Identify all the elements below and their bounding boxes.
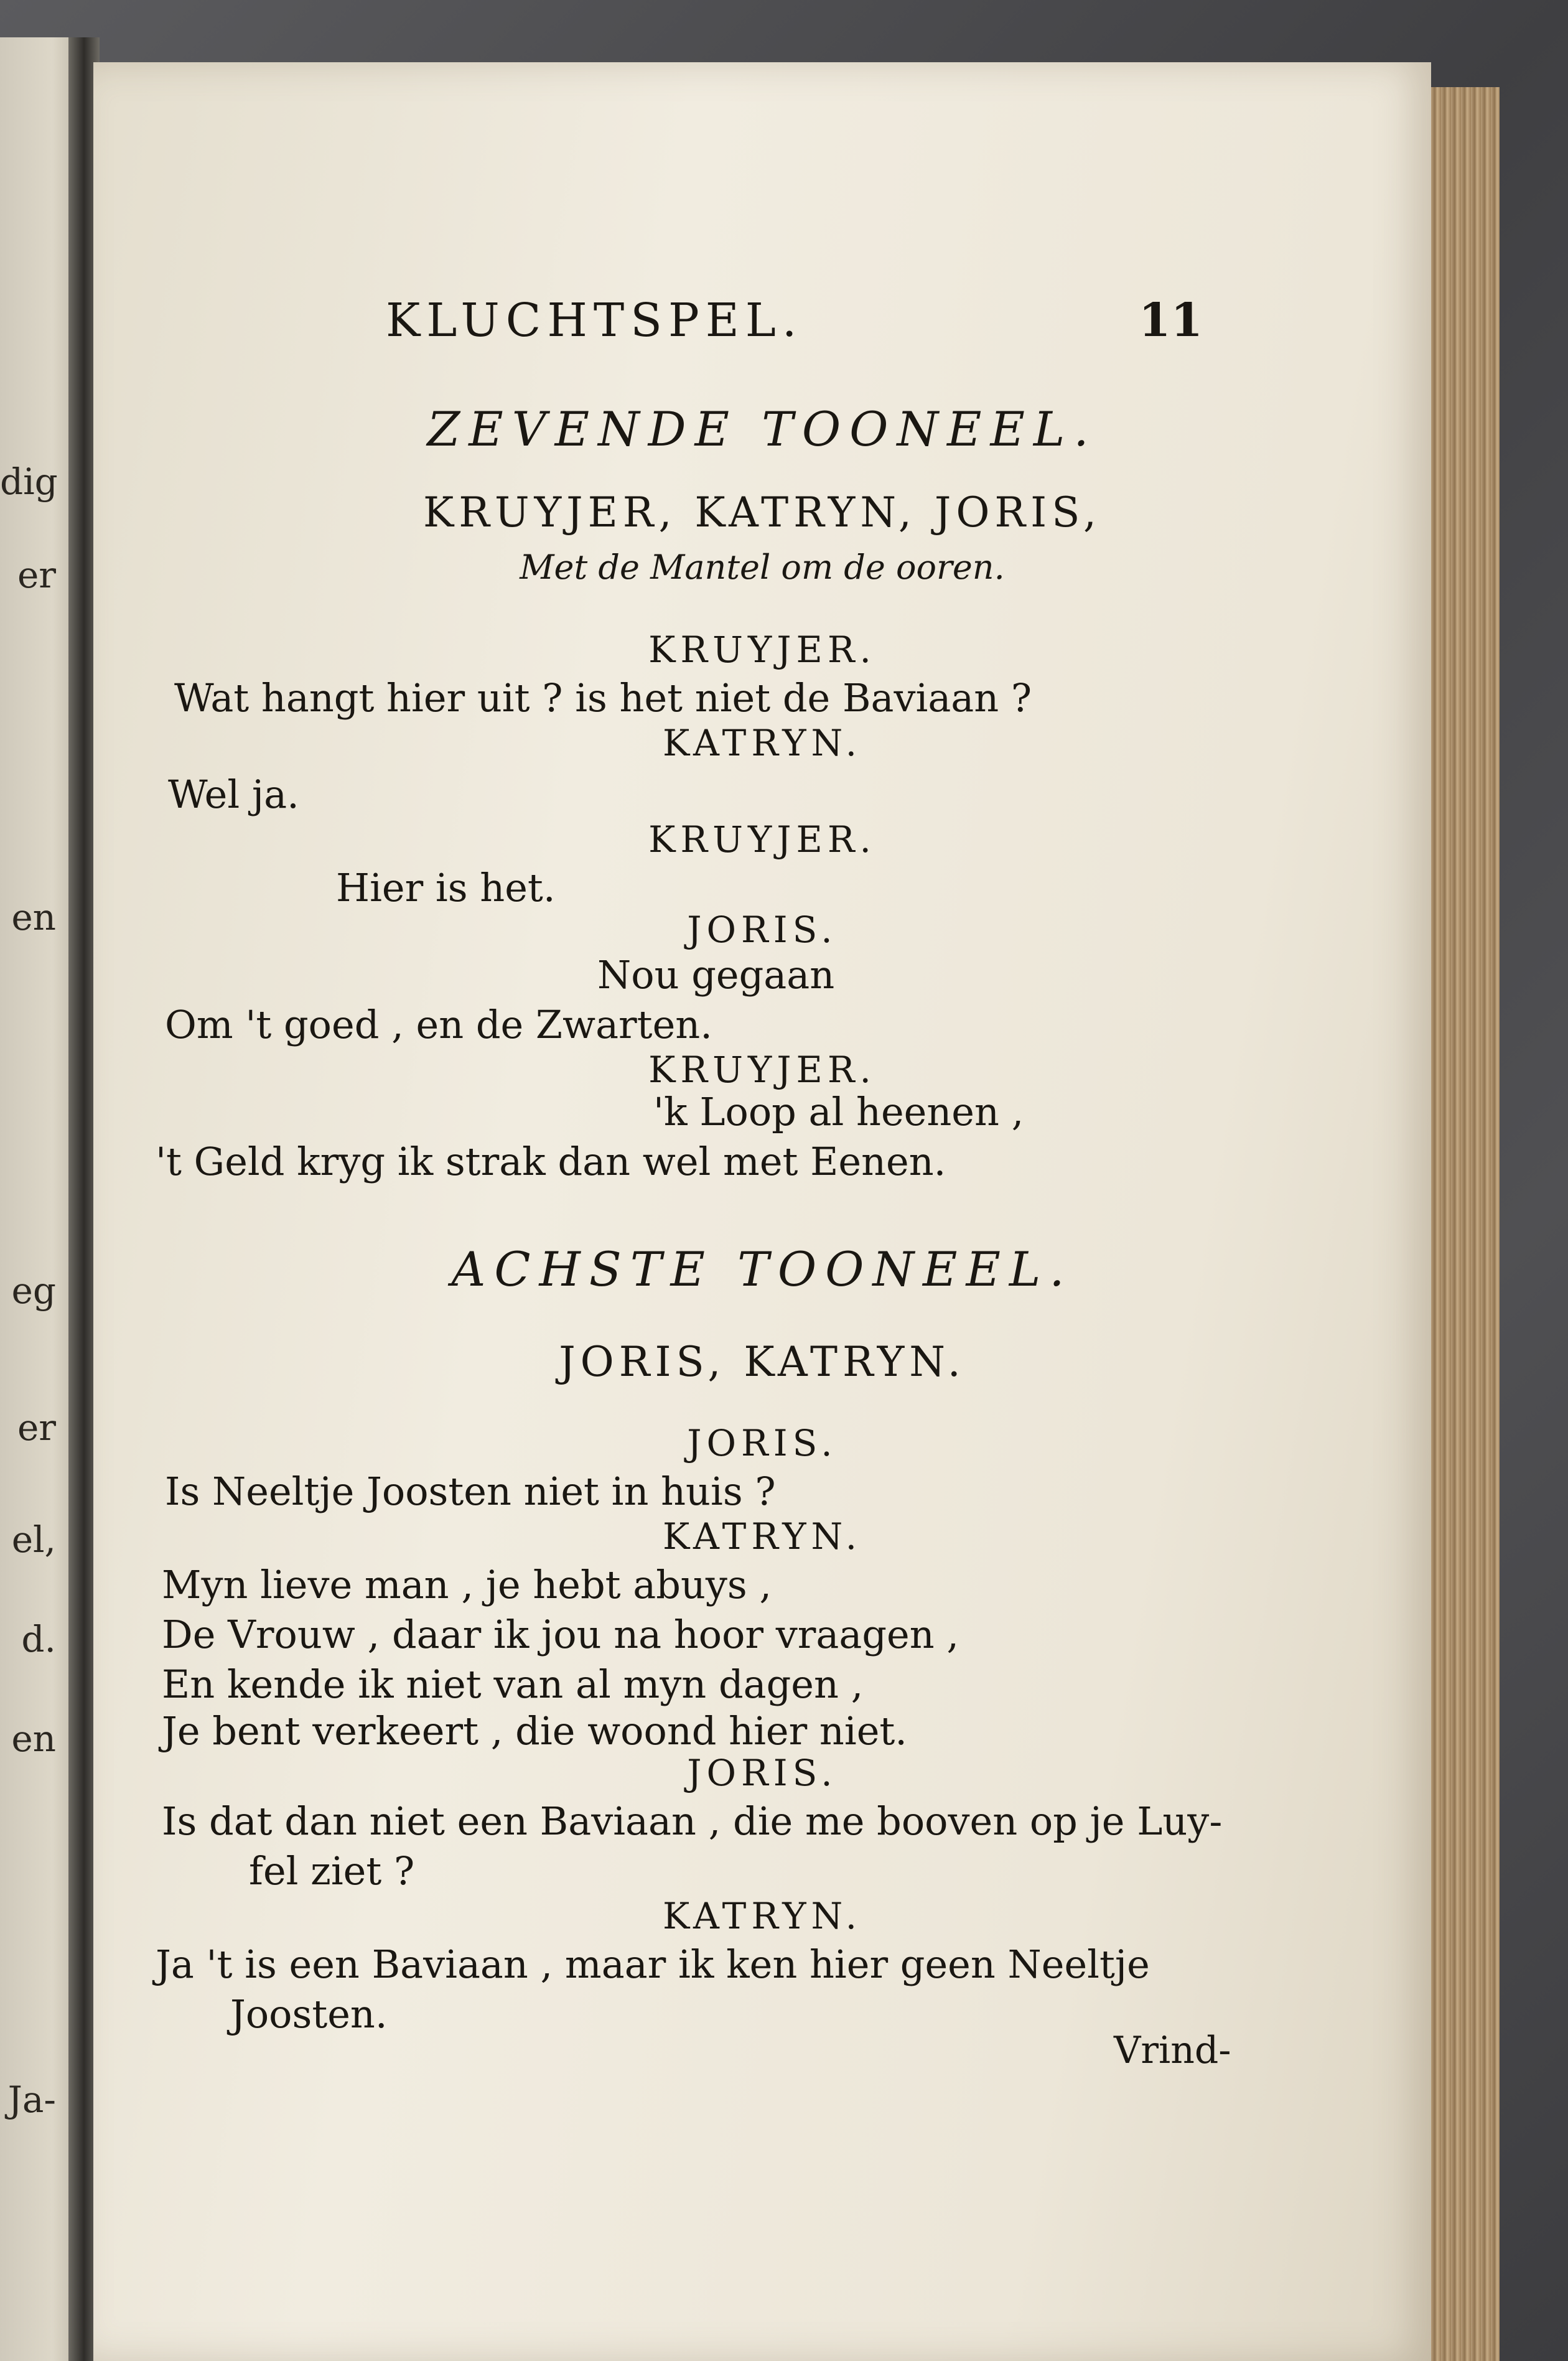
verse-line: 'k Loop al heenen ,: [653, 1089, 1024, 1134]
speaker-name: KRUYJER.: [648, 818, 876, 861]
verse-line: Nou gegaan: [597, 952, 835, 998]
verse-line: Is Neeltje Joosten niet in huis ?: [165, 1469, 776, 1514]
verse-line: Wel ja.: [168, 772, 299, 817]
left-fragment: Ja-: [7, 2078, 56, 2121]
speaker-name: KRUYJER.: [648, 629, 876, 671]
verse-line: Hier is het.: [336, 865, 556, 910]
left-fragment: el,: [11, 1518, 56, 1561]
scene-title: ACHSTE TOONEEL.: [451, 1241, 1073, 1297]
scene-title: ZEVENDE TOONEEL.: [427, 401, 1098, 457]
left-fragment: en: [11, 896, 56, 938]
verse-line: Joosten.: [230, 1991, 388, 2037]
running-title: KLUCHTSPEL.: [386, 294, 803, 347]
right-page: [93, 62, 1431, 2361]
left-fragment: dig: [0, 461, 58, 503]
left-fragment: er: [17, 1406, 56, 1449]
verse-line: Wat hangt hier uit ? is het niet de Baviaan ?: [174, 675, 1032, 721]
verse-line: Myn lieve man , je hebt abuys ,: [162, 1562, 772, 1607]
left-fragment: eg: [11, 1269, 56, 1312]
verse-line: Om 't goed , en de Zwarten.: [165, 1002, 712, 1047]
speaker-name: JORIS.: [687, 1752, 838, 1794]
catchword: Vrind-: [1114, 2029, 1231, 2072]
speaker-name: KATRYN.: [662, 1895, 862, 1937]
left-fragment: d.: [21, 1618, 56, 1660]
speaker-name: JORIS.: [687, 1422, 838, 1464]
speaker-name: KATRYN.: [662, 1515, 862, 1558]
verse-line: Is dat dan niet een Baviaan , die me booven op je Luy-: [162, 1798, 1223, 1844]
verse-line: De Vrouw , daar ik jou na hoor vraagen ,: [162, 1612, 959, 1657]
speaker-name: KRUYJER.: [648, 1049, 876, 1091]
page-number: 11: [1139, 294, 1203, 347]
speaker-name: JORIS.: [687, 909, 838, 951]
verse-line: 't Geld kryg ik strak dan wel met Eenen.: [156, 1139, 946, 1184]
page-block-edge: [1431, 87, 1500, 2361]
cast-list: JORIS, KATRYN.: [559, 1338, 966, 1386]
stage-direction: Met de Mantel om de ooren.: [520, 548, 1005, 587]
left-fragment: en: [11, 1718, 56, 1760]
verse-line: Ja 't is een Baviaan , maar ik ken hier geen Neeltje: [156, 1942, 1150, 1987]
verse-line: fel ziet ?: [249, 1848, 415, 1894]
cast-list: KRUYJER, KATRYN, JORIS,: [422, 489, 1102, 536]
page-header: [93, 294, 1431, 356]
left-fragment: er: [17, 554, 56, 596]
verse-line: Je bent verkeert , die woond hier niet.: [162, 1708, 908, 1754]
verse-line: En kende ik niet van al myn dagen ,: [162, 1662, 864, 1707]
speaker-name: KATRYN.: [662, 722, 862, 764]
